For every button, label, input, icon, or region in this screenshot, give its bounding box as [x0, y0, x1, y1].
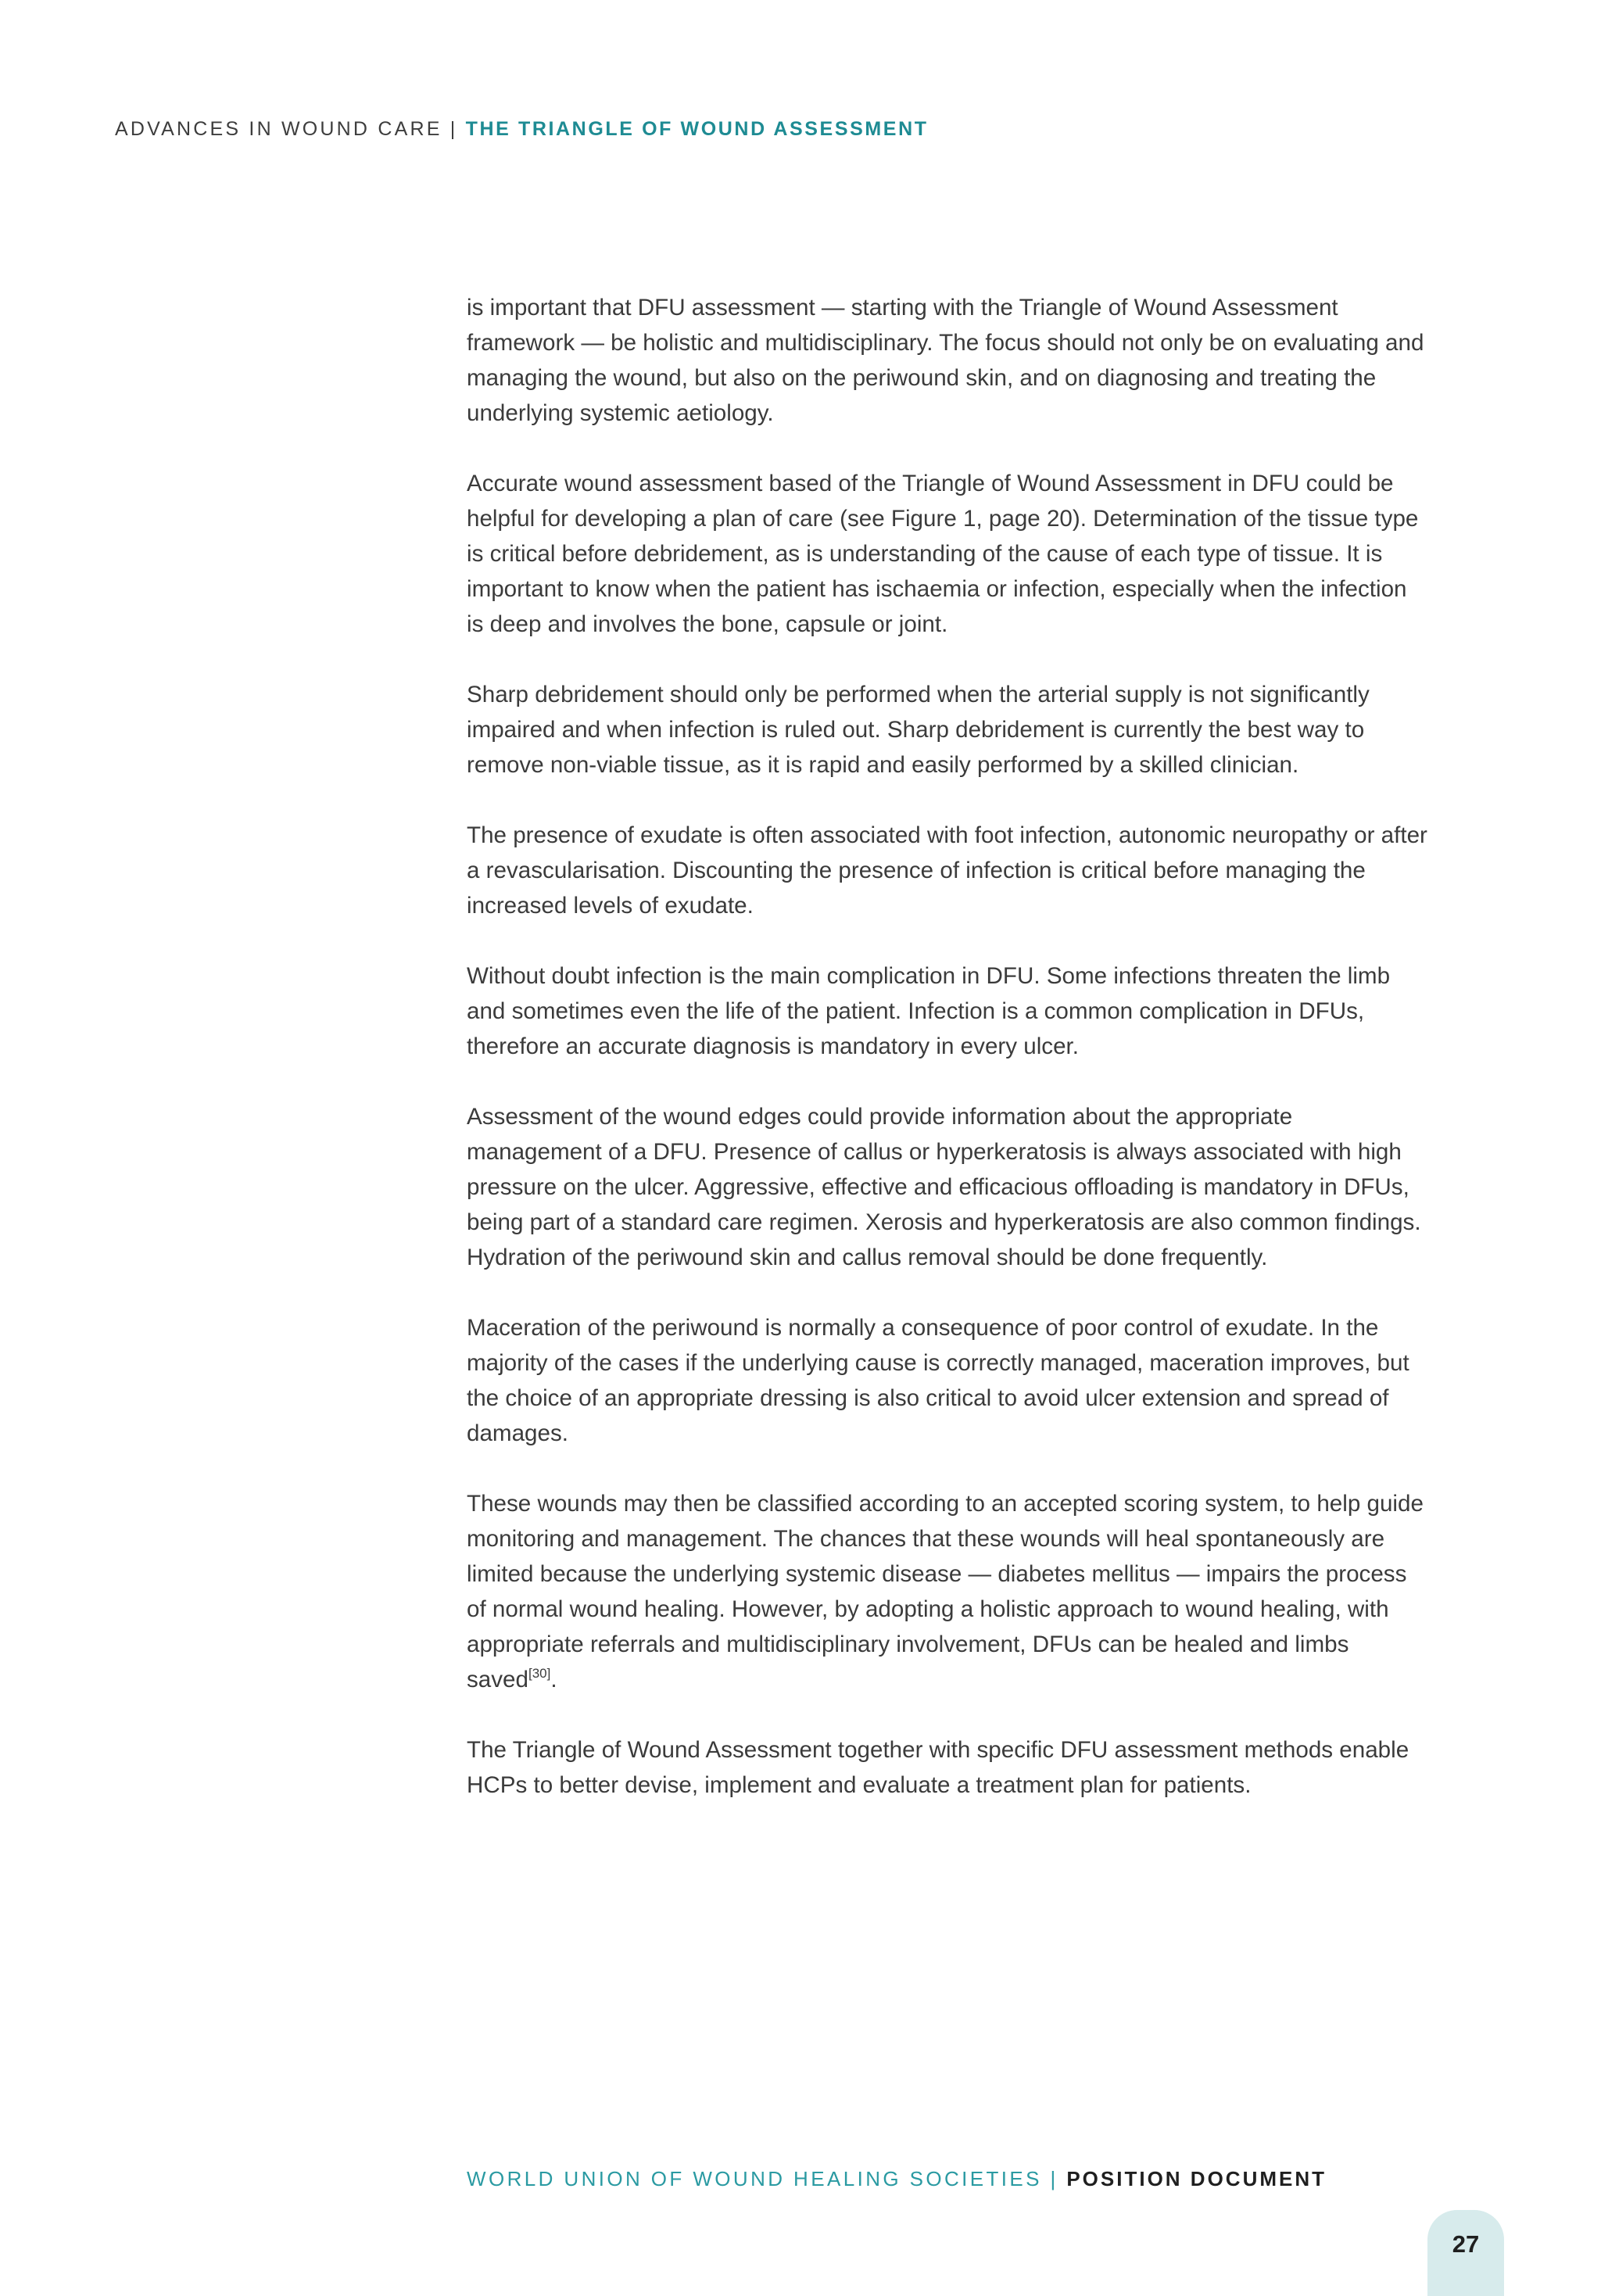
footer-organization: WORLD UNION OF WOUND HEALING SOCIETIES — [467, 2167, 1042, 2190]
header-series-title: ADVANCES IN WOUND CARE — [115, 118, 442, 140]
footer-document-type: POSITION DOCUMENT — [1066, 2167, 1327, 2190]
header-topic-title: THE TRIANGLE OF WOUND ASSESSMENT — [465, 118, 929, 140]
article-body — [467, 290, 1428, 1838]
paragraph-2: Accurate wound assessment based of the Triangle of Wound Assessment in DFU could be helpful for developing a plan of care (see Figure 1, page 20). Determination of the tissue type is critical before debridement, as is understanding of the cause of each type of tissue. It is important to know when the patient has ischaemia or infection, especially when the infection is deep and involves the bone, capsule or joint. — [467, 471, 1419, 637]
header-separator: | — [449, 118, 458, 140]
running-header — [115, 116, 929, 142]
page-number-tab — [1427, 2210, 1504, 2296]
paragraph-7: Maceration of the periwound is normally a consequence of poor control of exudate. In the majority of the cases if the underlying cause is correctly managed, maceration improves, but the choice of an appropriate dressing is also critical to avoid ulcer extension and spread of damages. — [467, 1315, 1409, 1446]
page-number: 27 — [1452, 2230, 1480, 2258]
paragraph-8-text: These wounds may then be classified according to an accepted scoring system, to help guide monitoring and management. The chances that these wounds will heal spontaneously are limited because the underlying systemic disease — diabetes mellitus — impairs the process of normal wound healing. However, by adopting a holistic approach to wound healing, with appropriate referrals and multidisciplinary involvement, DFUs can be healed and limbs saved — [467, 1491, 1424, 1692]
paragraph-4: The presence of exudate is often associated with foot infection, autonomic neuropathy or after a revascularisation. Discounting the presence of infection is critical before managing the increased levels of exudate. — [467, 822, 1427, 919]
paragraph-8-end: . — [550, 1667, 557, 1692]
paragraph-5: Without doubt infection is the main complication in DFU. Some infections threaten the limb and sometimes even the life of the patient. Infection is a common complication in DFUs, therefore an accurate diagnosis is mandatory in every ulcer. — [467, 963, 1391, 1059]
paragraph-1: is important that DFU assessment — starting with the Triangle of Wound Assessment framework — be holistic and multidisciplinary. The focus should not only be on evaluating and managing the wound, but also on the periwound skin, and on diagnosing and treating the underlying systemic aetiology. — [467, 295, 1424, 426]
citation-reference: [30] — [528, 1666, 551, 1681]
footer-separator: | — [1050, 2167, 1058, 2190]
paragraph-3: Sharp debridement should only be performed when the arterial supply is not significantly impaired and when infection is ruled out. Sharp debridement is currently the best way to remove non-viable tissue, as it is rapid and easily performed by a skilled clinician. — [467, 682, 1370, 778]
running-footer — [467, 2165, 1327, 2192]
paragraph-9: The Triangle of Wound Assessment together with specific DFU assessment methods enable HCPs to better devise, implement and evaluate a treatment plan for patients. — [467, 1737, 1409, 1798]
paragraph-6: Assessment of the wound edges could provide information about the appropriate management of a DFU. Presence of callus or hyperkeratosis is always associated with high pressure on the ulcer. Aggressive, effective and efficacious offloading is mandatory in DFUs, being part of a standard care regimen. Xerosis and hyperkeratosis are also common findings. Hydration of the periwound skin and callus removal should be done frequently. — [467, 1104, 1421, 1270]
paragraph-8 — [467, 1486, 1428, 1697]
